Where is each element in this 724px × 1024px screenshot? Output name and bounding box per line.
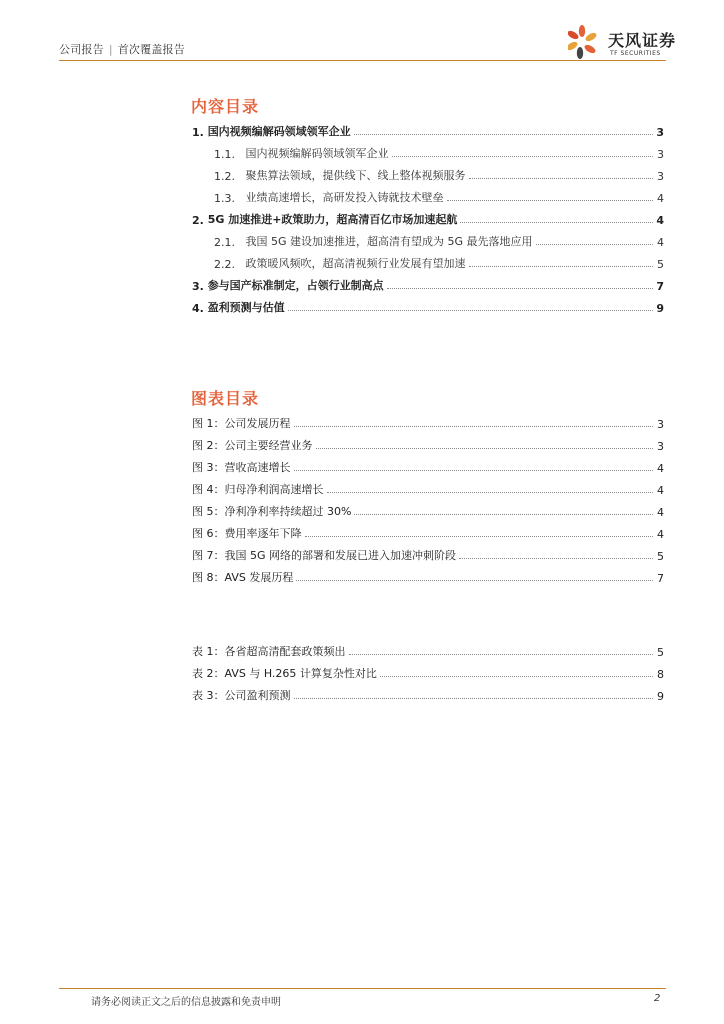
figure-page: 4 [657, 506, 664, 519]
figure-text: 图 3：营收高速增长 [192, 461, 291, 474]
toc-number: 4. [192, 302, 204, 315]
toc-number: 2.2. [214, 258, 235, 271]
toc-leader [387, 288, 653, 289]
toc-text: 国内视频编解码领域领军企业 [245, 147, 389, 160]
toc-entry[interactable] [192, 123, 664, 139]
toc-page: 3 [657, 170, 664, 183]
toc-leader [469, 178, 654, 179]
toc-page: 5 [657, 258, 664, 271]
table-leader [349, 654, 654, 655]
logo-brand-english: TF SECURITIES [610, 50, 661, 57]
table-text: 表 2：AVS 与 H.265 计算复杂性对比 [192, 667, 377, 680]
logo-brand-name: 天风证券 [608, 31, 677, 50]
table-leader [380, 676, 653, 677]
toc-number: 1.3. [214, 192, 235, 205]
table-text: 表 3：公司盈利预测 [192, 689, 291, 702]
toc-leader [447, 200, 654, 201]
figure-page: 4 [657, 462, 664, 475]
header-divider [59, 60, 666, 61]
figure-leader [316, 448, 654, 449]
toc-text: 国内视频编解码领域领军企业 [207, 125, 351, 138]
toc-entry[interactable] [214, 167, 664, 183]
figure-entry[interactable] [192, 569, 664, 585]
figure-entry[interactable] [192, 481, 664, 497]
toc-number: 1. [192, 126, 204, 139]
toc-number: 2.1. [214, 236, 235, 249]
toc-page: 4 [656, 214, 664, 227]
figure-text: 图 5：净利净利率持续超过 30% [192, 505, 352, 518]
toc-entry[interactable] [214, 189, 664, 205]
figure-entry[interactable] [192, 437, 664, 453]
toc-number: 1.2. [214, 170, 235, 183]
figures-title: 图表目录 [191, 389, 260, 408]
figure-text: 图 7：我国 5G 网络的部署和发展已进入加速冲刺阶段 [192, 549, 457, 562]
toc-text: 参与国产标准制定，占领行业制高点 [207, 279, 384, 292]
table-entry[interactable] [192, 665, 664, 681]
figure-text: 图 8：AVS 发展历程 [192, 571, 294, 584]
figure-leader [459, 558, 653, 559]
toc-leader [354, 134, 653, 135]
report-header [59, 41, 185, 57]
toc-leader [460, 222, 653, 223]
contents-title: 内容目录 [191, 97, 260, 116]
table-text: 表 1：各省超高清配套政策频出 [192, 645, 346, 658]
toc-page: 3 [656, 126, 664, 139]
toc-entry[interactable] [192, 211, 664, 227]
figure-entry[interactable] [192, 525, 664, 541]
figure-leader [294, 426, 654, 427]
page-number: 2 [654, 993, 661, 1004]
table-entry[interactable] [192, 687, 664, 703]
toc-entry[interactable] [214, 255, 664, 271]
figure-leader [327, 492, 654, 493]
toc-number: 2. [192, 214, 204, 227]
header-separator: | [108, 43, 113, 56]
table-page: 8 [657, 668, 664, 681]
toc-entry[interactable] [214, 233, 664, 249]
toc-text: 聚焦算法领域，提供线下、线上整体视频服务 [245, 169, 466, 182]
figure-entry[interactable] [192, 547, 664, 563]
toc-leader [536, 244, 653, 245]
figure-page: 5 [657, 550, 664, 563]
figure-text: 图 6：费用率逐年下降 [192, 527, 302, 540]
toc-text: 5G 加速推进+政策助力，超高清百亿市场加速起航 [207, 213, 458, 226]
figure-text: 图 4：归母净利润高速增长 [192, 483, 324, 496]
figure-page: 3 [657, 418, 664, 431]
figure-entry[interactable] [192, 459, 664, 475]
toc-text: 盈利预测与估值 [207, 301, 285, 314]
toc-page: 4 [657, 192, 664, 205]
toc-number: 3. [192, 280, 204, 293]
toc-leader [392, 156, 654, 157]
toc-text: 我国 5G 建设加速推进，超高清有望成为 5G 最先落地应用 [245, 235, 533, 248]
toc-entry[interactable] [192, 299, 664, 315]
figure-leader [296, 580, 653, 581]
toc-page: 9 [656, 302, 664, 315]
table-page: 9 [657, 690, 664, 703]
figure-page: 4 [657, 528, 664, 541]
toc-number: 1.1. [214, 148, 235, 161]
table-entry[interactable] [192, 643, 664, 659]
figure-page: 7 [657, 572, 664, 585]
table-leader [294, 698, 654, 699]
table-page: 5 [657, 646, 664, 659]
footer-disclaimer: 请务必阅读正文之后的信息披露和免责申明 [91, 997, 281, 1008]
toc-page: 4 [657, 236, 664, 249]
toc-leader [469, 266, 654, 267]
toc-text: 业绩高速增长，高研发投入铸就技术壁垒 [245, 191, 444, 204]
figure-page: 4 [657, 484, 664, 497]
toc-leader [288, 310, 653, 311]
toc-entry[interactable] [192, 277, 664, 293]
figure-leader [354, 514, 653, 515]
report-subtype-label: 首次覆盖报告 [117, 43, 185, 56]
figure-leader [294, 470, 654, 471]
footer-divider [59, 988, 666, 989]
figure-page: 3 [657, 440, 664, 453]
figure-text: 图 1：公司发展历程 [192, 417, 291, 430]
toc-entry[interactable] [214, 145, 664, 161]
toc-page: 7 [656, 280, 664, 293]
figure-leader [305, 536, 654, 537]
toc-text: 政策暖风频吹，超高清视频行业发展有望加速 [245, 257, 466, 270]
toc-page: 3 [657, 148, 664, 161]
figure-entry[interactable] [192, 415, 664, 431]
figure-text: 图 2：公司主要经营业务 [192, 439, 313, 452]
report-type-label: 公司报告 [59, 43, 104, 56]
figure-entry[interactable] [192, 503, 664, 519]
